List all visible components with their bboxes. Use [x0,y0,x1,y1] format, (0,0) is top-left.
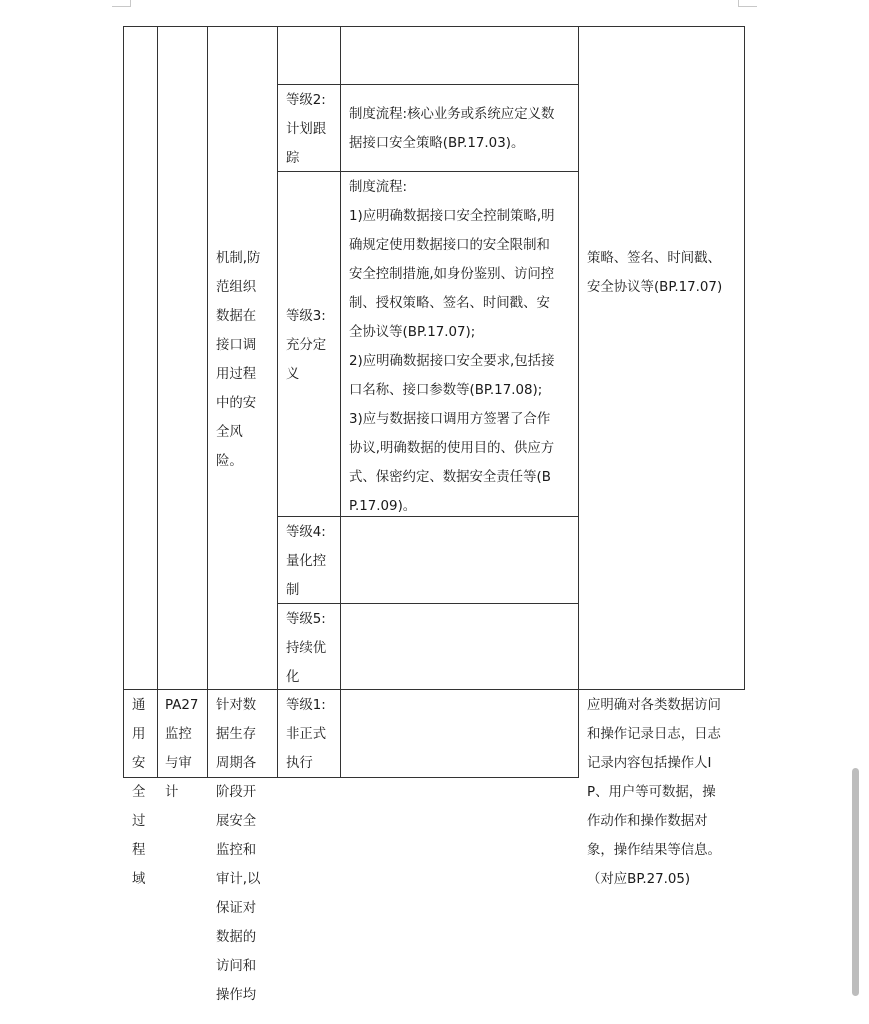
crop-mark-right-h [738,6,757,7]
crop-mark-left-h [112,6,131,7]
domain-column: 通 用 安 全 过 程 域 [132,698,146,887]
level3-content: 制度流程: 1)应明确数据接口安全控制策略,明 确规定使用数据接口的安全限制和 安全控制措施,如身份鉴别、访问控 制、授权策略、签名、时间戳、安 全协议等(BP.17.07); 2)应明确数据接口安全要求,包括接 口名称、接口参数等(BP.17.08); 3)应与数据接口调用方签署了合作 协议,明确数据的使用目的、供应方 式、保密约定、数据安全责任等(B P.17.09)。 [349,180,555,514]
vertical-scrollbar[interactable] [852,768,859,996]
level3-label: 等级3: 充分定 义 [286,309,327,382]
col3-description: 机制,防 范组织 数据在 接口调 用过程 中的安 全风 险。 [216,251,261,469]
level1-label: 等级1: 非正式 执行 [286,698,327,771]
col6-requirement: 策略、签名、时间戳、 安全协议等(BP.17.07) [587,251,723,295]
level5-label: 等级5: 持续优 化 [286,612,327,685]
description-column: 针对数 据生存 周期各 阶段开 展安全 监控和 审计,以 保证对 数据的 访问和 操作均 [216,698,261,1003]
level2-content: 制度流程:核心业务或系统应定义数 据接口安全策略(BP.17.03)。 [349,107,555,151]
level4-label: 等级4: 量化控 制 [286,525,327,598]
level2-label: 等级2: 计划跟 踪 [286,93,327,166]
audit-requirement: 应明确对各类数据访问 和操作记录日志，日志 记录内容包括操作人I P、用户等可数据，操 作动作和操作数据对 象，操作结果等信息。 （对应BP.27.05) [587,698,721,887]
pa-column: PA27 监控 与审 计 [165,698,199,800]
